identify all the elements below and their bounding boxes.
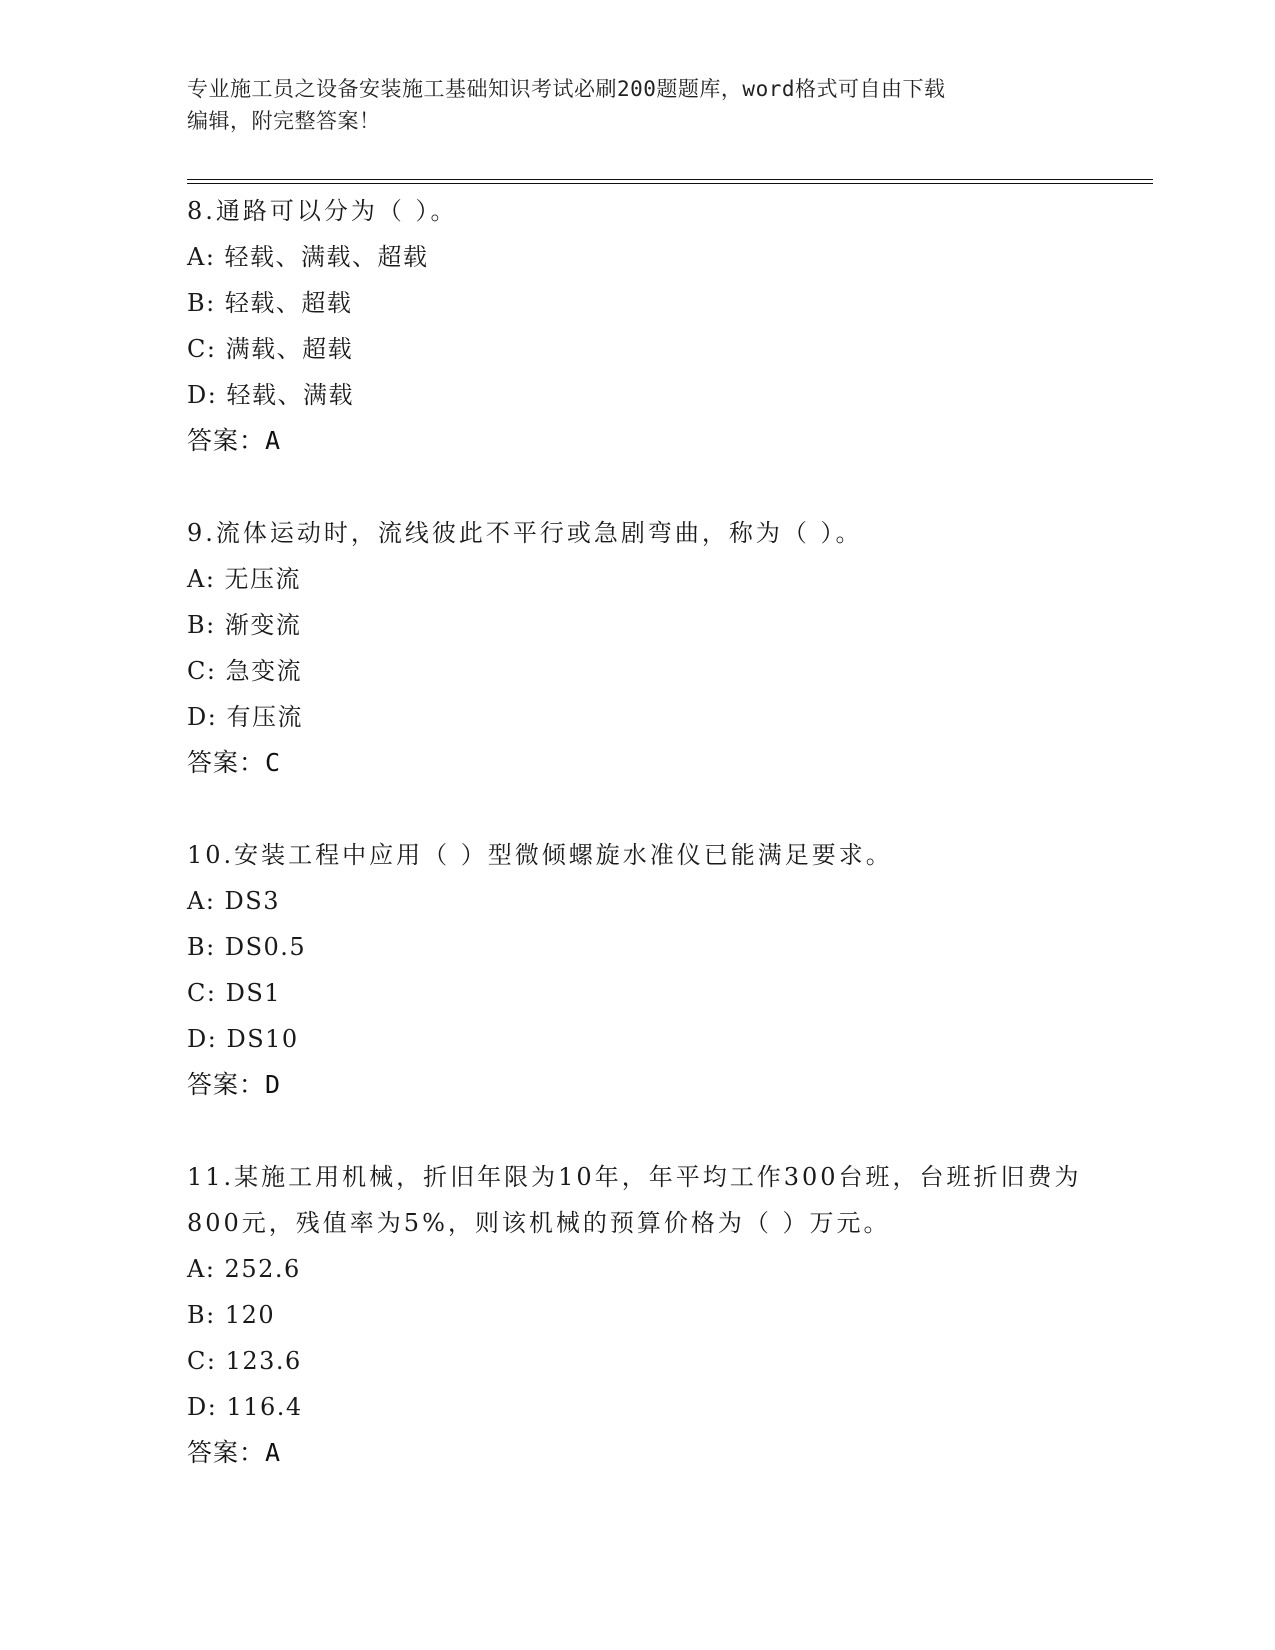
header-title-line-2: 编辑，附完整答案！ <box>187 109 381 133</box>
option-b: B: 轻载、超载 <box>187 289 353 317</box>
answer-line: 答案：C <box>187 748 282 777</box>
question-list <box>187 188 1087 1522</box>
option-c: C: 急变流 <box>187 657 303 685</box>
header-divider-top <box>187 179 1153 180</box>
question-stem: 10.安装工程中应用（ ）型微倾螺旋水准仪已能满足要求。 <box>187 841 893 869</box>
option-d: D: DS10 <box>187 1025 299 1053</box>
option-a: A: DS3 <box>187 887 280 915</box>
header-divider-bottom <box>187 183 1153 184</box>
option-a: A: 轻载、满载、超载 <box>187 243 429 271</box>
question-8 <box>187 188 1087 464</box>
option-d: D: 116.4 <box>187 1393 303 1421</box>
option-d: D: 轻载、满载 <box>187 381 354 409</box>
option-a: A: 252.6 <box>187 1255 301 1283</box>
answer-line: 答案：D <box>187 1070 282 1099</box>
option-c: C: DS1 <box>187 979 282 1007</box>
option-d: D: 有压流 <box>187 703 303 731</box>
question-stem: 8.通路可以分为（ ）。 <box>187 197 458 225</box>
option-c: C: 123.6 <box>187 1347 302 1375</box>
option-b: B: 渐变流 <box>187 611 302 639</box>
question-11 <box>187 1154 1087 1476</box>
option-b: B: 120 <box>187 1301 276 1329</box>
document-header <box>187 73 1067 137</box>
option-a: A: 无压流 <box>187 565 302 593</box>
option-c: C: 满载、超载 <box>187 335 354 363</box>
answer-line: 答案：A <box>187 1438 282 1467</box>
question-9 <box>187 510 1087 786</box>
option-b: B: DS0.5 <box>187 933 307 961</box>
question-stem: 11.某施工用机械，折旧年限为10年，年平均工作300台班，台班折旧费为800元，残值率为5%，则该机械的预算价格为（ ）万元。 <box>187 1163 1082 1237</box>
question-stem: 9.流体运动时，流线彼此不平行或急剧弯曲，称为（ ）。 <box>187 519 863 547</box>
question-10 <box>187 832 1087 1108</box>
header-title-line-1: 专业施工员之设备安装施工基础知识考试必刷200题题库，word格式可自由下载 <box>187 77 946 101</box>
answer-line: 答案：A <box>187 426 282 455</box>
